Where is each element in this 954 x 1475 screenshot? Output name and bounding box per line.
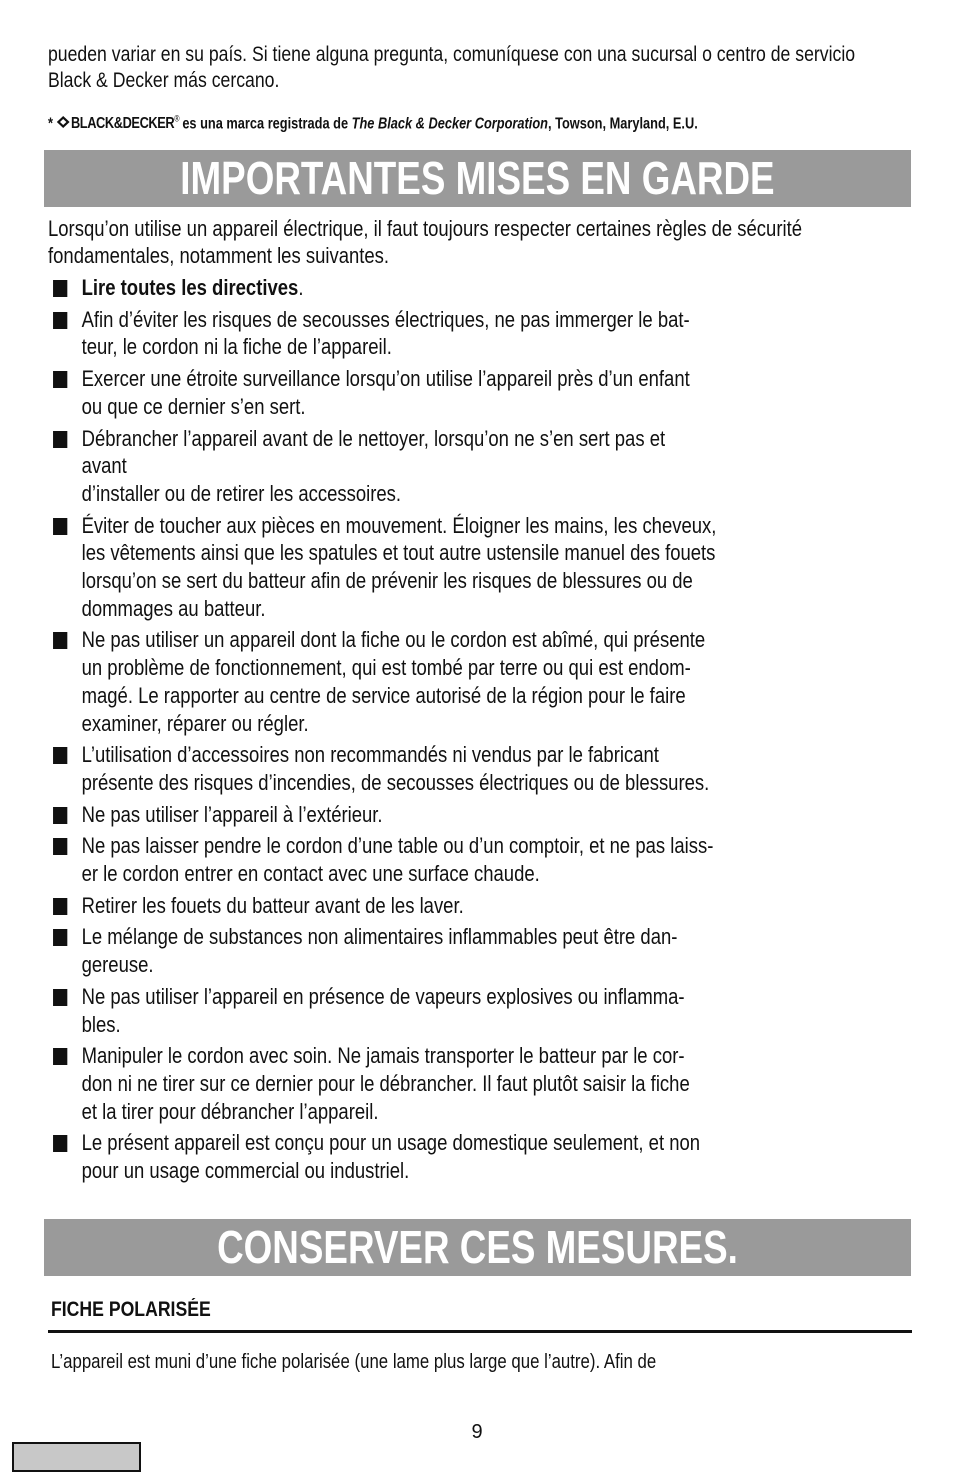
section-divider xyxy=(48,1330,912,1333)
diamond-icon xyxy=(57,114,70,134)
safety-item-body: . xyxy=(298,275,304,300)
safety-item-body: Afin d’éviter les risques de secousses électriques, ne pas immerger le bat- teur, le cordon ni la fiche de l’appareil. xyxy=(81,306,690,360)
heading-save-instructions xyxy=(44,1219,911,1276)
safety-item xyxy=(48,425,913,508)
safety-item-text xyxy=(82,426,666,506)
safety-item xyxy=(48,832,913,887)
intro-paragraph: Lorsqu’on utilise un appareil électrique, il faut toujours respecter certaines règles de sécurité fondamentales, notamment les suivantes. xyxy=(48,216,802,268)
square-bullet-icon xyxy=(53,747,67,764)
safety-item-text xyxy=(82,513,717,621)
safety-item-text xyxy=(82,275,304,300)
safety-item-text xyxy=(82,833,714,886)
safety-item-body: L’utilisation d’accessoires non recommandés ni vendus par le fabricant présente des risques d’incendies, de secousses électriques ou de blessures. xyxy=(81,742,710,795)
square-bullet-icon xyxy=(53,807,67,824)
square-bullet-icon xyxy=(53,280,67,297)
square-bullet-icon xyxy=(53,929,67,946)
safety-item xyxy=(48,512,913,623)
safety-item-body: Ne pas utiliser l’appareil en présence de vapeurs explosives ou inflamma- bles. xyxy=(81,983,685,1037)
safety-item-body: Retirer les fouets du batteur avant de les laver. xyxy=(81,892,464,918)
safety-item xyxy=(48,626,913,737)
heading-important-safeguards-text: IMPORTANTES MISES EN GARDE xyxy=(180,152,775,204)
safety-item xyxy=(48,741,913,796)
safety-item-text xyxy=(82,742,710,795)
trademark-asterisk: * xyxy=(48,115,53,133)
safety-item-body: Ne pas laisser pendre le cordon d’une table ou d’un comptoir, et ne pas laiss- er le cordon entrer en contact avec une surface chaude. xyxy=(81,833,714,887)
safety-item-text xyxy=(82,366,690,419)
square-bullet-icon xyxy=(53,838,67,855)
square-bullet-icon xyxy=(53,1135,67,1152)
safety-item-body: Éviter de toucher aux pièces en mouvement. Éloigner les mains, les cheveux, les vêtements ainsi que les spatules et tout autre ustensile manuel des fouets lorsqu’on se sert du batteur afin de prévenir les risques de blessures ou de dommages au batteur. xyxy=(81,512,717,621)
trademark-notice xyxy=(48,109,896,134)
safety-item xyxy=(48,1129,913,1184)
safety-item-text xyxy=(82,802,383,827)
polarized-plug-paragraph: L’appareil est muni d’une fiche polarisée (une lame plus large que l’autre). Afin de xyxy=(51,1351,657,1373)
corner-box xyxy=(12,1442,141,1472)
square-bullet-icon xyxy=(53,371,67,388)
square-bullet-icon xyxy=(53,1048,67,1065)
square-bullet-icon xyxy=(53,898,67,915)
safety-item-text xyxy=(82,1043,690,1123)
safety-item xyxy=(48,1042,913,1125)
safety-item-text xyxy=(82,627,706,735)
square-bullet-icon xyxy=(53,989,67,1006)
safety-item-body: Le présent appareil est conçu pour un usage domestique seulement, et non pour un usage commercial ou industriel. xyxy=(81,1130,701,1184)
safety-item-body: Ne pas utiliser un appareil dont la fiche ou le cordon est abîmé, qui présente un problème de fonctionnement, qui est tombé par terre ou qui est endom- magé. Le rapporter au centre de service autorisé de la région pour le faire examiner, réparer ou régler. xyxy=(81,627,706,736)
square-bullet-icon xyxy=(53,431,67,448)
heading-important-safeguards xyxy=(44,150,911,207)
square-bullet-icon xyxy=(53,632,67,649)
safety-item-body: Exercer une étroite surveillance lorsqu’on utilise l’appareil près d’un enfant ou que ce dernier s’en sert. xyxy=(81,366,690,419)
safety-item-body: Ne pas utiliser l’appareil à l’extérieur. xyxy=(81,801,383,827)
safety-item xyxy=(48,923,913,978)
square-bullet-icon xyxy=(53,518,67,535)
trademark-company: The Black & Decker Corporation xyxy=(351,115,548,133)
safety-item xyxy=(48,801,913,829)
trademark-location: , Towson, Maryland, E.U. xyxy=(547,115,698,133)
safety-item xyxy=(48,274,913,302)
safety-item xyxy=(48,365,913,420)
safety-item-bold: Lire toutes les directives xyxy=(81,275,299,300)
safety-item xyxy=(48,892,913,920)
safety-item-text xyxy=(82,307,690,360)
safety-item xyxy=(48,306,913,361)
safety-item-text xyxy=(82,1130,700,1183)
safety-item-text xyxy=(82,893,464,918)
safety-item-text xyxy=(82,924,678,977)
safety-item xyxy=(48,983,913,1038)
page-number: 9 xyxy=(471,1421,483,1443)
section-title-polarized-plug: FICHE POLARISÉE xyxy=(51,1298,211,1321)
square-bullet-icon xyxy=(53,312,67,329)
safety-item-body: Le mélange de substances non alimentaires inflammables peut être dan- gereuse. xyxy=(81,924,678,978)
heading-save-instructions-text: CONSERVER CES MESURES. xyxy=(217,1221,738,1273)
trademark-middle: es una marca registrada de xyxy=(182,115,352,133)
brand-logo xyxy=(57,115,183,132)
spanish-paragraph: pueden variar en su país. Si tiene alguna pregunta, comuníquese con una sucursal o centro de servicio Black & Decker más cercano. xyxy=(48,43,856,92)
safety-list xyxy=(48,274,913,1189)
registered-mark: ® xyxy=(174,114,180,124)
safety-item-body: Débrancher l’appareil avant de le nettoyer, lorsqu’on ne s’en sert pas et avant d’installer ou de retirer les accessoires. xyxy=(81,425,666,506)
brand-logo-text: BLACK&DECKER xyxy=(70,115,175,133)
safety-item-text xyxy=(82,984,685,1037)
safety-item-body: Manipuler le cordon avec soin. Ne jamais transporter le batteur par le cor- don ni ne tirer sur ce dernier pour le débrancher. Il faut plutôt saisir la fiche et la tirer pour débrancher l’appareil. xyxy=(81,1043,690,1124)
